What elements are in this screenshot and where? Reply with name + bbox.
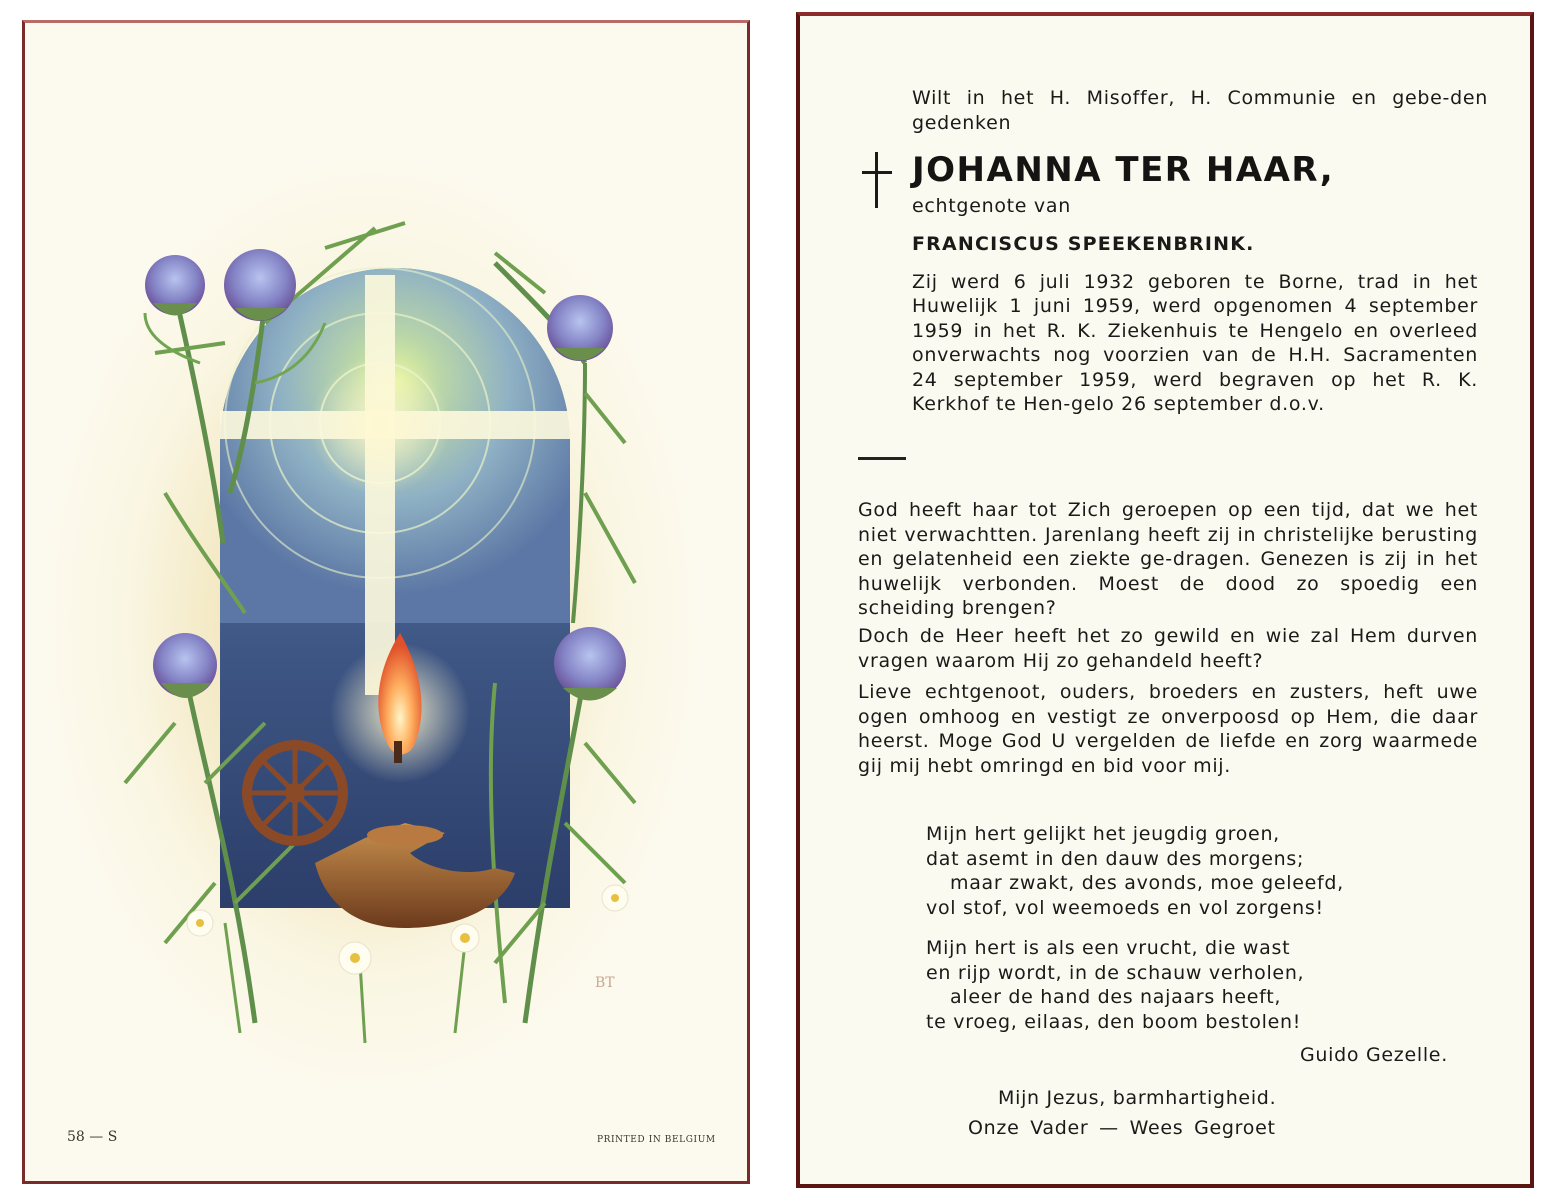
poem-line: dat asemt in den dauw des morgens;	[926, 847, 1305, 870]
print-code: 58 — S	[67, 1129, 118, 1145]
artist-monogram: BT	[595, 975, 615, 991]
poem-line: aleer de hand des najaars heeft,	[950, 986, 1282, 1008]
poem-stanza	[926, 936, 1446, 1034]
deceased-name: JOHANNA TER HAAR,	[912, 150, 1335, 190]
biography-text: Zij werd 6 juli 1932 geboren te Borne, trad in het Huwelijk 1 juni 1959, werd opgenomen 4 september 1959 in het R. K. Ziekenhuis te Hengelo en overleed onverwachts nog voorzien van de H.H. Sacramenten 24 september 1959, werd begraven op het R. K. Kerkhof te Hen-gelo 26 september d.o.v.	[912, 271, 1478, 416]
religious-illustration	[25, 23, 747, 1181]
front-card	[22, 20, 750, 1184]
spouse-name: FRANCISCUS SPEEKENBRINK.	[912, 233, 1255, 255]
poem-line: Mijn hert is als een vrucht, die wast	[926, 937, 1291, 959]
poem-line: maar zwakt, des avonds, moe geleefd,	[950, 872, 1344, 894]
divider	[858, 457, 906, 460]
paragraph: God heeft haar tot Zich geroepen op een tijd, dat we het niet verwachtten. Jarenlang heeft zij in christelijke berusting en gelatenheid een ziekte ge-dragen. Genezen is zij in het huwelijk verbonden. Moest de dood zo spoedig een scheiding brengen?	[858, 499, 1478, 619]
back-card	[796, 12, 1534, 1188]
poem-author: Guido Gezelle.	[1300, 1044, 1448, 1066]
prayer-line: Mijn Jezus, barmhartigheid.	[998, 1087, 1277, 1109]
wheel-icon	[247, 745, 343, 841]
poem-stanza	[926, 822, 1446, 920]
paragraph: Lieve echtgenoot, ouders, broeders en zusters, heft uwe ogen omhoog en vestigt ze onverpoosd op Hem, die daar heerst. Moge God U vergelden de liefde en zorg waarmede gij mij hebt omringd en bid voor mij.	[858, 681, 1478, 777]
paragraph: Doch de Heer heeft het zo gewild en wie zal Hem durven vragen waarom Hij zo gehandeld heeft?	[858, 625, 1478, 672]
poem-line: vol stof, vol weemoeds en vol zorgens!	[926, 896, 1324, 919]
spouse-label: echtgenote van	[912, 195, 1071, 217]
poem-line: te vroeg, eilaas, den boom bestolen!	[926, 1010, 1302, 1033]
intro-text: Wilt in het H. Misoffer, H. Communie en gebe-den gedenken	[912, 87, 1488, 134]
cross-icon	[862, 152, 892, 210]
prayer-line: Onze Vader — Wees Gegroet	[968, 1117, 1276, 1139]
poem-line: Mijn hert gelijkt het jeugdig groen,	[926, 823, 1280, 845]
printed-in-label: PRINTED IN BELGIUM	[597, 1135, 716, 1145]
poem-line: en rijp wordt, in de schauw verholen,	[926, 961, 1305, 984]
